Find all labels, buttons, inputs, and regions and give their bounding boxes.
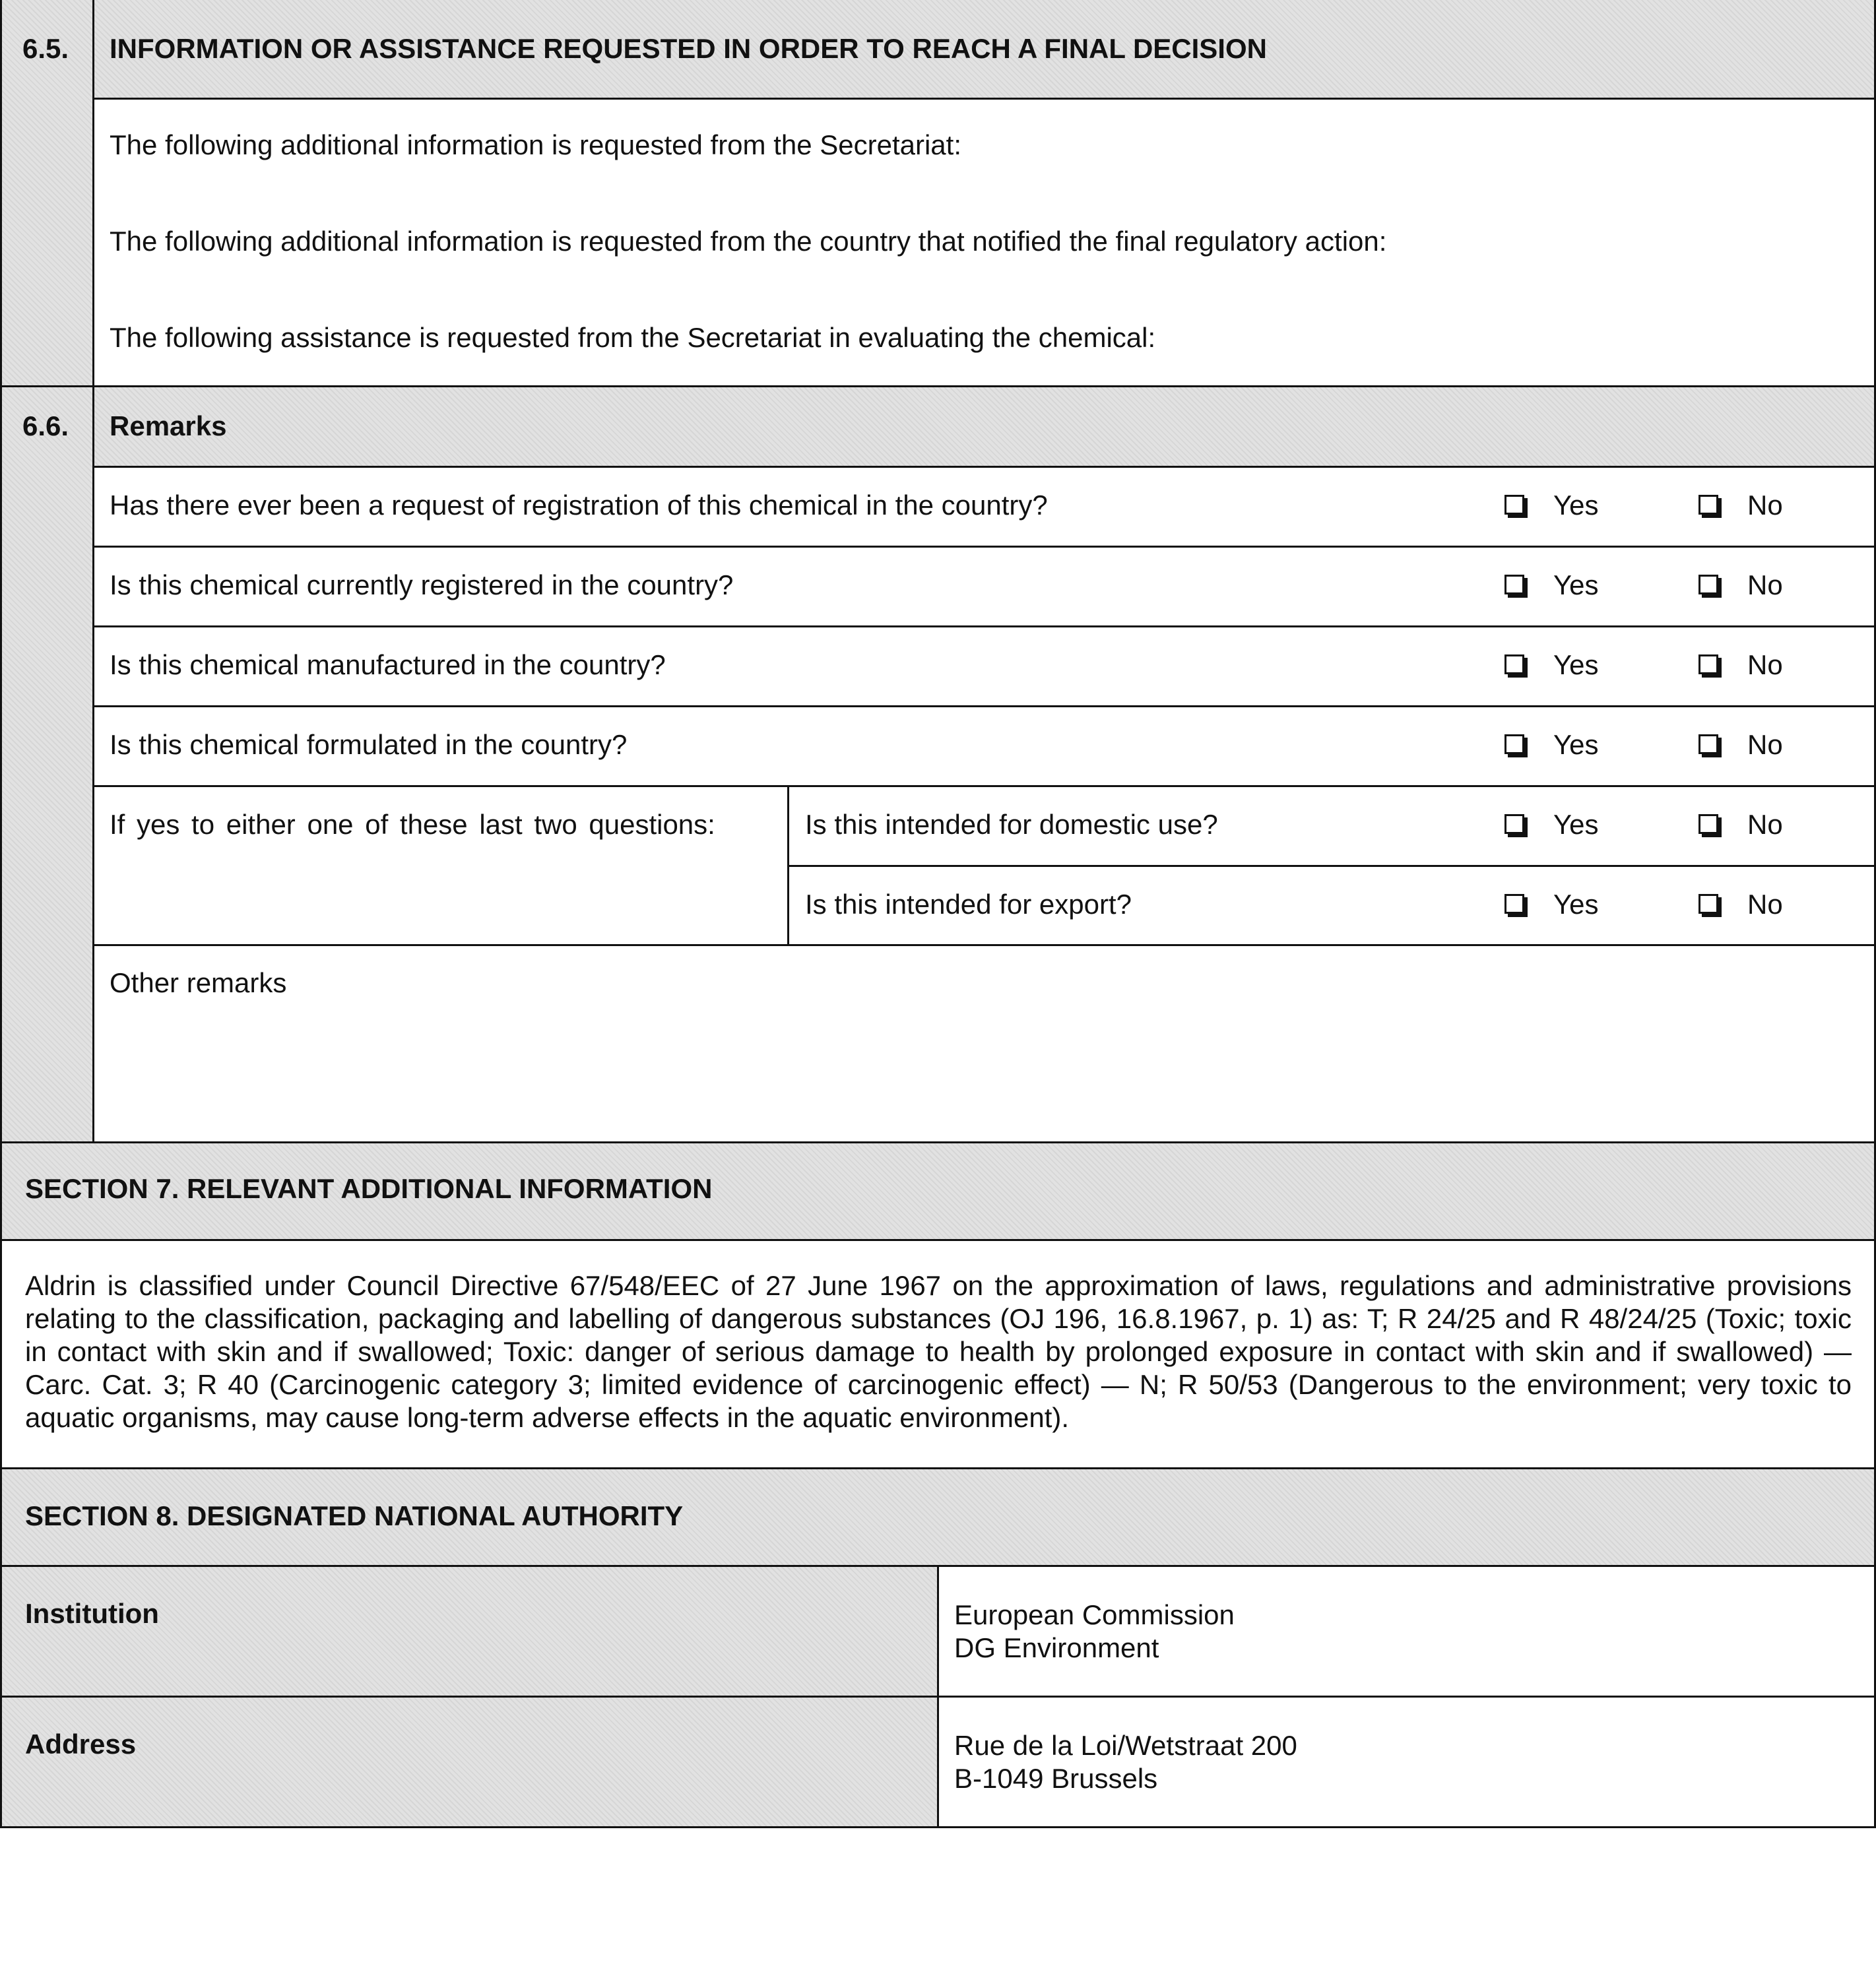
rule (0, 1141, 1876, 1143)
rule (94, 546, 1876, 548)
rule (94, 944, 1876, 946)
section-6-6-header-band (94, 387, 1876, 467)
question-manufactured: Is this chemical manufactured in the country? (110, 649, 666, 680)
institution-label: Institution (25, 1598, 159, 1629)
other-remarks-label: Other remarks (110, 967, 287, 998)
institution-value-line-1: European Commission (954, 1599, 1235, 1630)
question-currently-registered: Is this chemical currently registered in the country? (110, 569, 734, 600)
rule (789, 865, 1876, 867)
section-8-title: SECTION 8. DESIGNATED NATIONAL AUTHORITY (25, 1500, 684, 1531)
rule (0, 0, 2, 1828)
no-label: No (1747, 889, 1783, 920)
no-label: No (1747, 729, 1783, 760)
rule (94, 98, 1876, 100)
yes-label: Yes (1553, 490, 1599, 521)
section-6-5-number: 6.5. (22, 33, 69, 64)
secretariat-assistance-request-text: The following assistance is requested from the Secretariat in evaluating the chemical: (110, 322, 1156, 353)
question-domestic-use: Is this intended for domestic use? (805, 809, 1218, 840)
currently-registered-yes-checkbox[interactable] (1504, 575, 1524, 594)
export-yes-checkbox[interactable] (1504, 894, 1524, 914)
no-label: No (1747, 569, 1783, 600)
section-6-6-number: 6.6. (22, 410, 69, 441)
institution-value-line-2: DG Environment (954, 1632, 1159, 1663)
secretariat-info-request-text: The following additional information is requested from the Secretariat: (110, 129, 962, 160)
followup-label: If yes to either one of these last two questions: (110, 809, 715, 840)
question-registration-request: Has there ever been a request of registration of this chemical in the country? (110, 490, 1048, 521)
rule (94, 625, 1876, 627)
yes-label: Yes (1553, 729, 1599, 760)
formulated-yes-checkbox[interactable] (1504, 734, 1524, 754)
address-label: Address (25, 1729, 137, 1760)
domestic-use-yes-checkbox[interactable] (1504, 814, 1524, 834)
formulated-no-checkbox[interactable] (1698, 734, 1718, 754)
section-7-body: Aldrin is classified under Council Directive 67/548/EEC of 27 June 1967 on the approximation of laws, regulations and administrative provisions relating to the classification, packaging and labelling of dangerous substances (OJ 196, 16.8.1967, p. 1) as: T; R 24/25 and R 48/24/25 (Toxic; toxic in contact with skin and if swallowed; Toxic: danger of serious damage to health by prolonged exposure in contact with skin and if swallowed) — Carc. Cat. 3; R 40 (Carcinogenic category 3; limited evidence of carcinogenic effect) — N; R 50/53 (Dangerous to the environment; very toxic to aquatic organisms, may cause long-term adverse effects in the aquatic environment). (25, 1270, 1852, 1433)
yes-label: Yes (1553, 889, 1599, 920)
rule (937, 1565, 939, 1828)
rule (94, 466, 1876, 468)
rule (0, 1467, 1876, 1469)
rule (0, 385, 1876, 387)
address-value-line-1: Rue de la Loi/Wetstraat 200 (954, 1730, 1297, 1761)
registration-request-yes-checkbox[interactable] (1504, 495, 1524, 515)
manufactured-yes-checkbox[interactable] (1504, 654, 1524, 674)
yes-label: Yes (1553, 569, 1599, 600)
no-label: No (1747, 649, 1783, 680)
manufactured-no-checkbox[interactable] (1698, 654, 1718, 674)
rule (0, 1239, 1876, 1241)
question-formulated: Is this chemical formulated in the country? (110, 729, 628, 760)
rule (92, 0, 94, 1143)
no-label: No (1747, 490, 1783, 521)
registration-request-no-checkbox[interactable] (1698, 495, 1718, 515)
section-6-5-title: INFORMATION OR ASSISTANCE REQUESTED IN ORDER TO REACH A FINAL DECISION (110, 33, 1267, 64)
section-6-6-number-column (0, 387, 94, 1143)
currently-registered-no-checkbox[interactable] (1698, 575, 1718, 594)
section-7-title: SECTION 7. RELEVANT ADDITIONAL INFORMATION (25, 1173, 713, 1204)
notifying-country-info-request-text: The following additional information is requested from the country that notified the final regulatory action: (110, 226, 1387, 257)
rule (787, 785, 789, 945)
rule (94, 785, 1876, 787)
rule (94, 705, 1876, 707)
yes-label: Yes (1553, 649, 1599, 680)
yes-label: Yes (1553, 809, 1599, 840)
address-value-line-2: B-1049 Brussels (954, 1763, 1158, 1794)
question-export: Is this intended for export? (805, 889, 1132, 920)
domestic-use-no-checkbox[interactable] (1698, 814, 1718, 834)
section-6-6-title: Remarks (110, 410, 227, 441)
export-no-checkbox[interactable] (1698, 894, 1718, 914)
no-label: No (1747, 809, 1783, 840)
